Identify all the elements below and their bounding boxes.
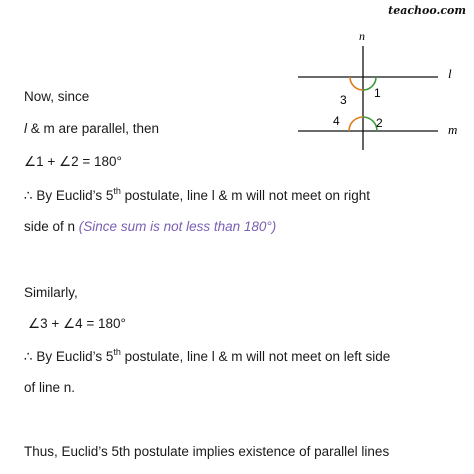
label-n: n	[359, 29, 365, 43]
text-similarly: Similarly,	[24, 285, 78, 300]
angle-4-arc	[349, 117, 363, 131]
p1-a: ∴ By Euclid’s 5	[24, 188, 114, 203]
p1-c: side of n	[24, 219, 79, 234]
text-postulate-right-1	[24, 185, 371, 203]
text-postulate-right-2	[24, 220, 276, 234]
label-l: l	[448, 66, 452, 81]
text-parallel	[24, 122, 159, 136]
p2-b: postulate, line l & m will not meet on left side	[120, 349, 391, 364]
text-postulate-left-1	[24, 346, 391, 364]
angle-3-arc	[350, 77, 363, 90]
angle-1-label: 1	[374, 86, 381, 100]
p1-sup: th	[113, 185, 121, 196]
parallel-lines-diagram	[290, 28, 470, 153]
label-m: m	[448, 122, 458, 137]
equation-1: ∠1 + ∠2 = 180°	[24, 154, 122, 169]
text-conclusion: Thus, Euclid’s 5th postulate implies existence of parallel lines	[24, 444, 390, 459]
angle-4-label: 4	[333, 114, 340, 128]
p1-b: postulate, line l & m will not meet on right	[120, 188, 371, 203]
angle-3-label: 3	[340, 93, 347, 107]
text-postulate-left-2: of line n.	[24, 380, 76, 395]
note-sum: (Since sum is not less than 180°)	[78, 219, 277, 234]
angle-2-label: 2	[376, 116, 383, 130]
parallel-rest: & m are parallel, then	[27, 121, 160, 136]
var-l: l	[24, 121, 27, 136]
equation-2: ∠3 + ∠4 = 180°	[28, 316, 126, 331]
angle-2-arc	[363, 117, 377, 131]
p2-a: ∴ By Euclid’s 5	[24, 349, 114, 364]
p2-sup: th	[113, 346, 121, 357]
brand-logo: teachoo.com	[388, 4, 466, 17]
text-now-since: Now, since	[24, 89, 90, 104]
